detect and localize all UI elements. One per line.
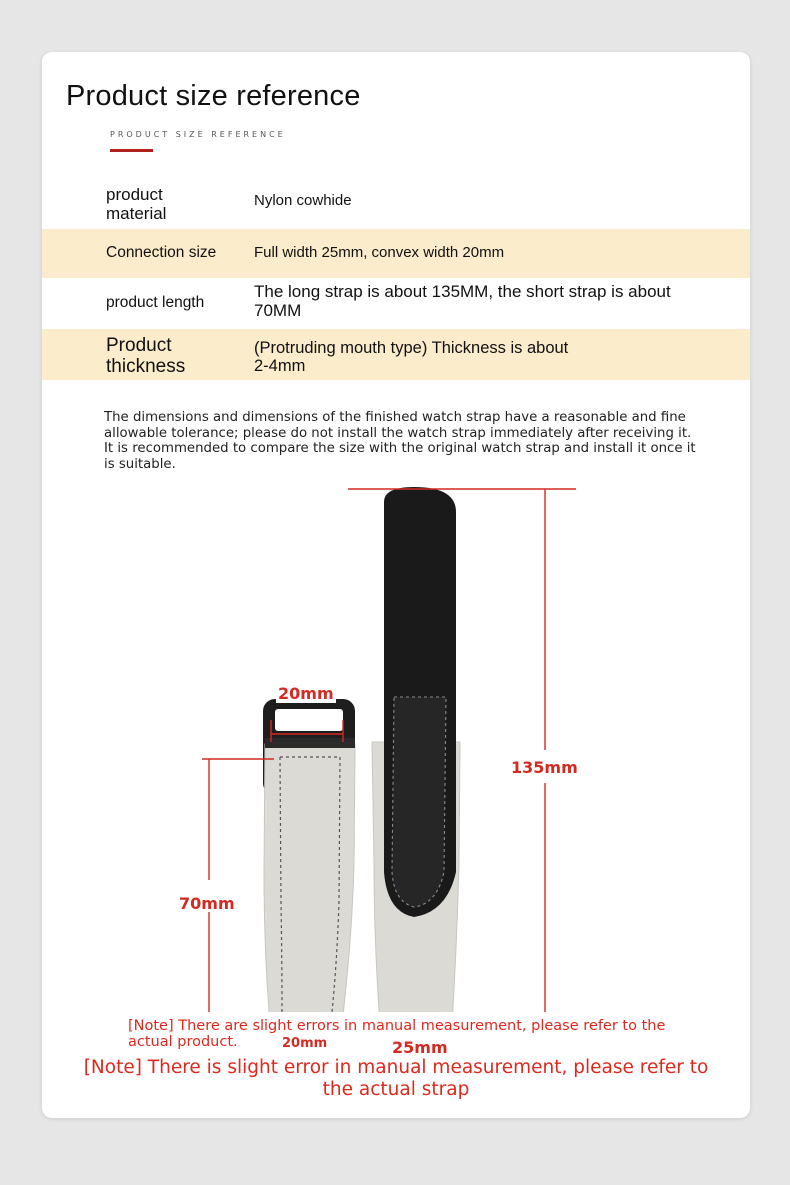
dim-label-short-bottom-width: 20mm: [282, 1036, 328, 1051]
note-small: [Note] There are slight errors in manual measurement, please refer to the actual product.: [128, 1018, 666, 1050]
page-title: Product size reference: [66, 80, 361, 112]
dim-label-long-bottom-width: 25mm: [392, 1038, 448, 1057]
long-strap-image: [372, 487, 460, 1012]
product-size-card: [42, 52, 750, 1118]
spec-row-length: [42, 278, 750, 329]
tolerance-notice: The dimensions and dimensions of the finished watch strap have a reasonable and fine allowable tolerance; please do not install the watch strap immediately after receiving it. It is recommended to compare the size with the original watch strap and install it once it is suitable.: [104, 410, 696, 472]
dim-label-short-top-width: 20mm: [278, 684, 334, 703]
dim-label-long-length: 135mm: [511, 758, 578, 777]
dim-label-short-length: 70mm: [179, 894, 235, 913]
strap-diagram-svg: [42, 472, 750, 1012]
spec-label: Product thickness: [106, 335, 186, 377]
short-strap-neck: [265, 738, 355, 748]
short-strap-image: [263, 699, 355, 1012]
page-subtitle: PRODUCT SIZE REFERENCE: [110, 130, 286, 139]
spec-label: product material: [106, 185, 167, 223]
long-strap-stitching: [392, 697, 446, 907]
spec-value: Full width 25mm, convex width 20mm: [254, 244, 505, 261]
spec-value: The long strap is about 135MM, the short strap is about 70MM: [254, 282, 671, 320]
spec-row-material: [42, 174, 750, 229]
short-strap-body: [264, 744, 355, 1012]
spec-label: Connection size: [106, 244, 217, 261]
spec-row-thickness: [42, 329, 750, 380]
spec-label: product length: [106, 294, 205, 311]
spec-value: (Protruding mouth type) Thickness is about 2-4mm: [254, 339, 569, 376]
short-strap-buckle-hole: [275, 709, 343, 731]
spec-row-connection: [42, 229, 750, 278]
title-accent-bar: [110, 149, 153, 152]
note-big: [Note] There is slight error in manual measurement, please refer to the actual strap: [83, 1057, 709, 1100]
spec-value: Nylon cowhide: [254, 192, 352, 209]
